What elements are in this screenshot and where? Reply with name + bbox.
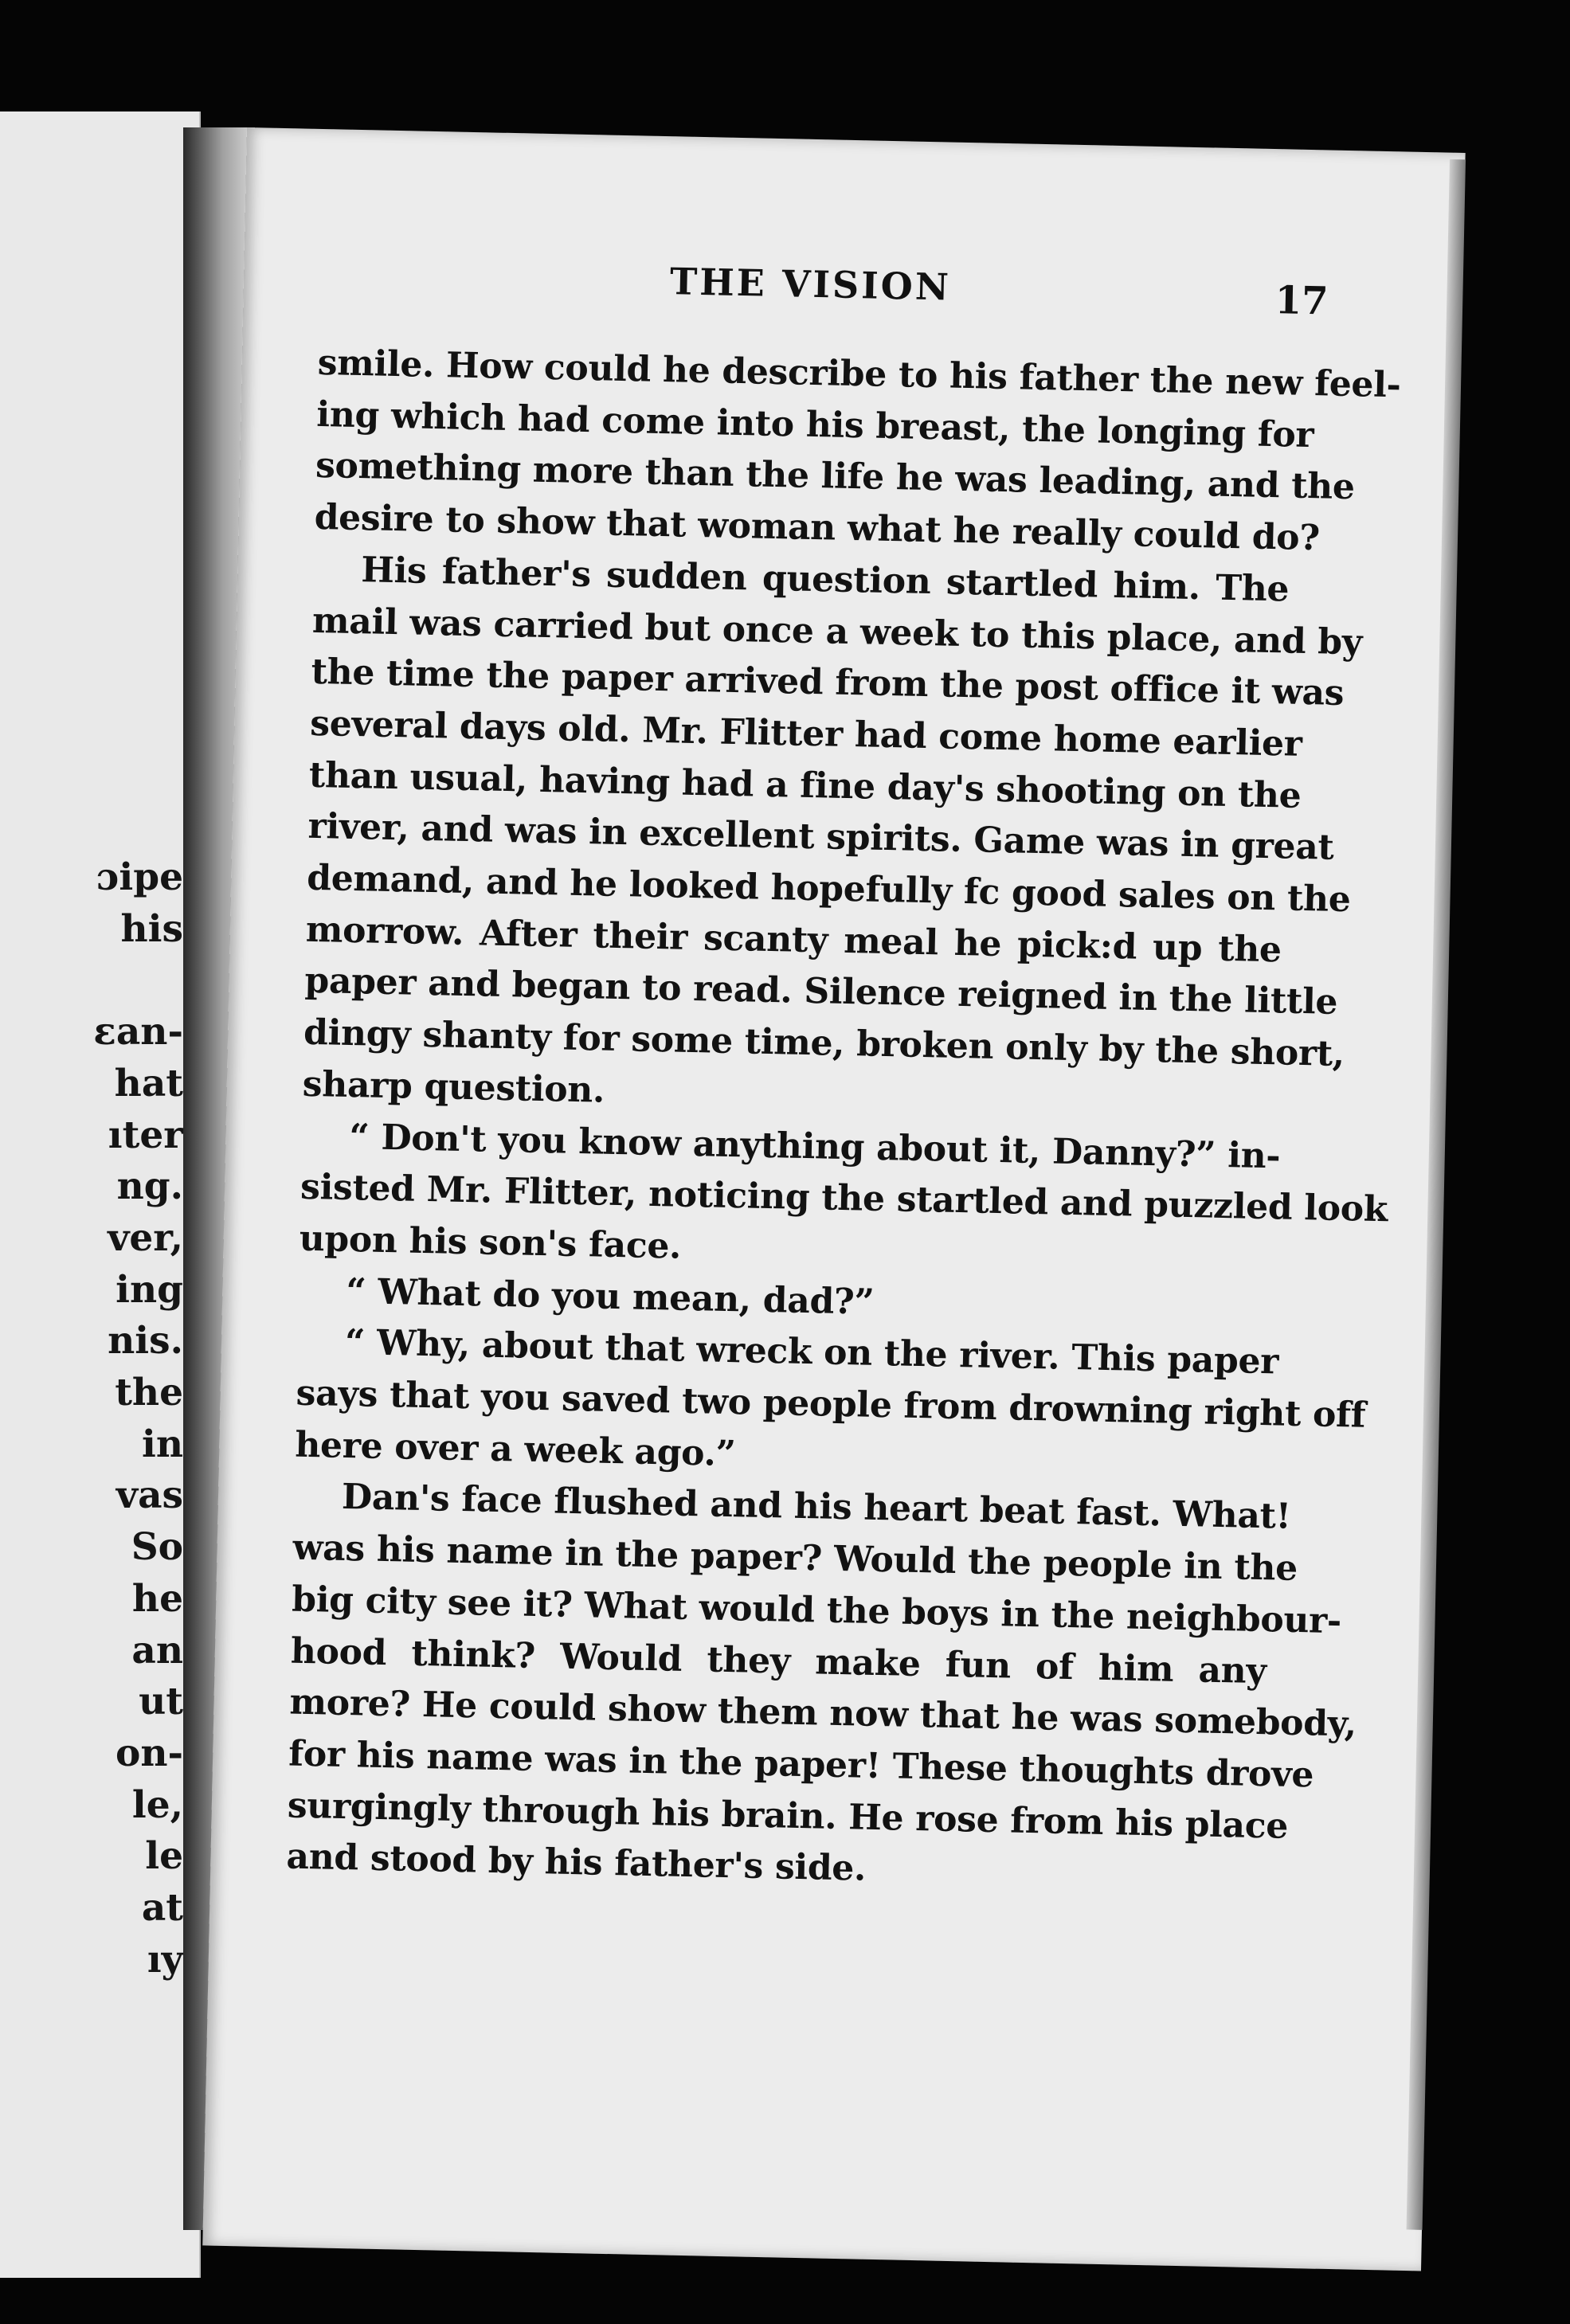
paragraph [314,338,1402,564]
left-fragment: ɛan- [93,1010,183,1054]
text-line: mail was carried but once a week to this place, and by [311,600,1363,663]
page-body-text [286,338,1402,1903]
left-fragment: ing [115,1267,183,1312]
left-fragment: nis. [108,1319,183,1363]
text-line: the time the paper arrived from the post office it was [311,651,1345,714]
text-line: several days old. Mr. Flitter had come home earlier [309,702,1303,765]
left-fragment: ɔipe [96,855,183,899]
left-fragment: at [141,1886,183,1931]
right-page [202,127,1465,2271]
left-fragment: le, [131,1782,183,1827]
text-line: Dan's face flushed and his heart beat fast. What! [341,1477,1292,1538]
text-line: desire to show that woman what he really could do? [314,496,1321,559]
left-fragment: le [145,1834,183,1879]
text-line: something more than the life he was leading, and the [315,445,1356,508]
running-head: THE VISION [669,260,952,309]
text-line: hood think? Would they make fun of him any [290,1630,1267,1692]
text-line: says that you saved two people from drowning right off [296,1372,1366,1436]
text-line: for his name was in the paper! These thoughts drove [288,1733,1314,1796]
text-line: river, and was in excellent spirits. Game was in great [307,806,1335,869]
text-line: than usual, having had a fine day's shooting on the [308,754,1302,816]
left-fragment: the [115,1371,183,1415]
text-line: sisted Mr. Flitter, noticing the startled and puzzled look [300,1166,1388,1230]
text-line: upon his son's face. [299,1218,682,1267]
text-line: “ Don't you know anything about it, Danny?” in- [348,1116,1281,1176]
paragraph [302,544,1363,1131]
text-line: dingy shanty for some time, broken only by the short, [303,1011,1345,1075]
left-fragment: ver, [108,1215,183,1260]
paragraph [294,1317,1366,1492]
left-fragment: ut [139,1680,183,1724]
text-line: “ What do you mean, dad?” [345,1270,875,1323]
left-fragment: on- [115,1731,183,1775]
left-facing-page [0,112,201,2278]
text-line: here over a week ago.” [294,1424,737,1474]
text-line: surgingly through his brain. He rose from his place [287,1785,1289,1847]
text-line: was his name in the paper? Would the people in the [292,1527,1298,1590]
left-fragment: he [131,1576,183,1621]
left-fragment: in [141,1422,183,1466]
text-line: His father's sudden question startled him. The [360,549,1290,610]
left-fragment: vas [115,1473,183,1518]
page-number: 17 [1274,278,1329,324]
left-fragment: an [131,1628,183,1673]
text-line: and stood by his father's side. [286,1836,867,1890]
left-fragment: ıy [147,1937,183,1982]
text-line: “ Why, about that wreck on the river. This paper [344,1322,1279,1383]
left-fragment: ng. [116,1164,183,1209]
text-line: paper and began to read. Silence reigned in the little [304,961,1338,1023]
text-line: sharp question. [302,1063,605,1111]
text-line: big city see it? What would the boys in the neighbour- [291,1579,1342,1642]
left-fragment: hat [114,1061,183,1105]
text-line: more? He could show them now that he was somebody, [289,1681,1357,1745]
text-line: ing which had come into his breast, the longing for [315,393,1314,456]
left-fragment: his [120,906,183,951]
left-fragment: So [131,1525,183,1570]
paragraph [299,1110,1388,1285]
text-line: demand, and he looked hopefully fc good sales on the [306,857,1351,921]
text-line: morrow. After their scanty meal he pick:d up the [305,909,1282,971]
left-page-text-fragments [0,852,183,1986]
left-fragment-gap [0,955,183,1007]
left-fragment: ıter [108,1113,183,1157]
text-line: smile. How could he describe to his father the new feel- [317,342,1402,406]
paragraph [286,1471,1357,1903]
